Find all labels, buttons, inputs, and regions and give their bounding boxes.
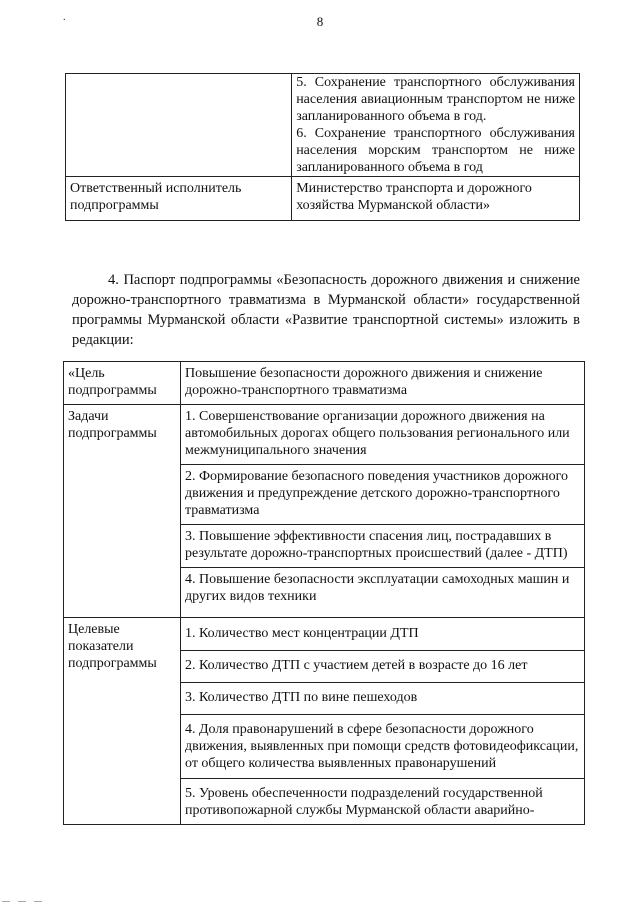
table-row [64, 618, 585, 651]
table-cell-empty [66, 74, 292, 177]
list-item: 6. Сохранение транспортного обслуживания населения морским транспортом не ниже запланированного объема в год [296, 126, 575, 175]
scan-mark: . [63, 12, 66, 23]
goal-label: «Цель подпрограммы [64, 362, 181, 405]
scan-footer-marks: — — — [2, 896, 45, 905]
task-item: 1. Совершенствование организации дорожного движения на автомобильных дорогах общего пользования регионального или межмуниципального значения [181, 405, 585, 465]
table-row [64, 362, 585, 405]
indicator-item: 1. Количество мест концентрации ДТП [181, 618, 585, 651]
indicator-item: 4. Доля правонарушений в сфере безопасности дорожного движения, выявленных при помощи средств фотовидеофиксации, от общего количества выявленных правонарушений [181, 715, 585, 779]
table-row [64, 405, 585, 465]
list-item: 5. Сохранение транспортного обслуживания населения авиационным транспортом не ниже запланированного объема в год. [296, 75, 575, 124]
tasks-label: Задачи подпрограммы [64, 405, 181, 618]
indicator-item: 2. Количество ДТП с участием детей в возрасте до 16 лет [181, 651, 585, 683]
task-item: 2. Формирование безопасного поведения участников дорожного движения и предупреждение детского дорожно-транспортного травматизма [181, 465, 585, 525]
table-cell: Министерство транспорта и дорожного хозяйства Мурманской области» [292, 177, 580, 221]
indicator-item: 5. Уровень обеспеченности подразделений государственной противопожарной службы Мурманской области аварийно- [181, 779, 585, 825]
task-item: 3. Повышение эффективности спасения лиц, пострадавших в результате дорожно-транспортных происшествий (далее - ДТП) [181, 525, 585, 568]
passport-table-continued [65, 73, 580, 221]
task-item: 4. Повышение безопасности эксплуатации самоходных машин и других видов техники [181, 568, 585, 618]
table-cell-label: Ответственный исполнитель подпрограммы [66, 177, 292, 221]
table-row [66, 177, 580, 221]
indicators-label: Целевые показатели подпрограммы [64, 618, 181, 825]
goal-value: Повышение безопасности дорожного движения и снижение дорожно-транспортного травматизма [181, 362, 585, 405]
passport-table [63, 361, 585, 825]
table-cell [292, 74, 580, 177]
table-row [66, 74, 580, 177]
page-number: 8 [316, 14, 324, 29]
indicator-item: 3. Количество ДТП по вине пешеходов [181, 683, 585, 715]
body-paragraph: 4. Паспорт подпрограммы «Безопасность дорожного движения и снижение дорожно-транспортного травматизма в Мурманской области» государственной программы Мурманской области «Развитие транспортной системы» изложить в редакции: [72, 272, 580, 348]
